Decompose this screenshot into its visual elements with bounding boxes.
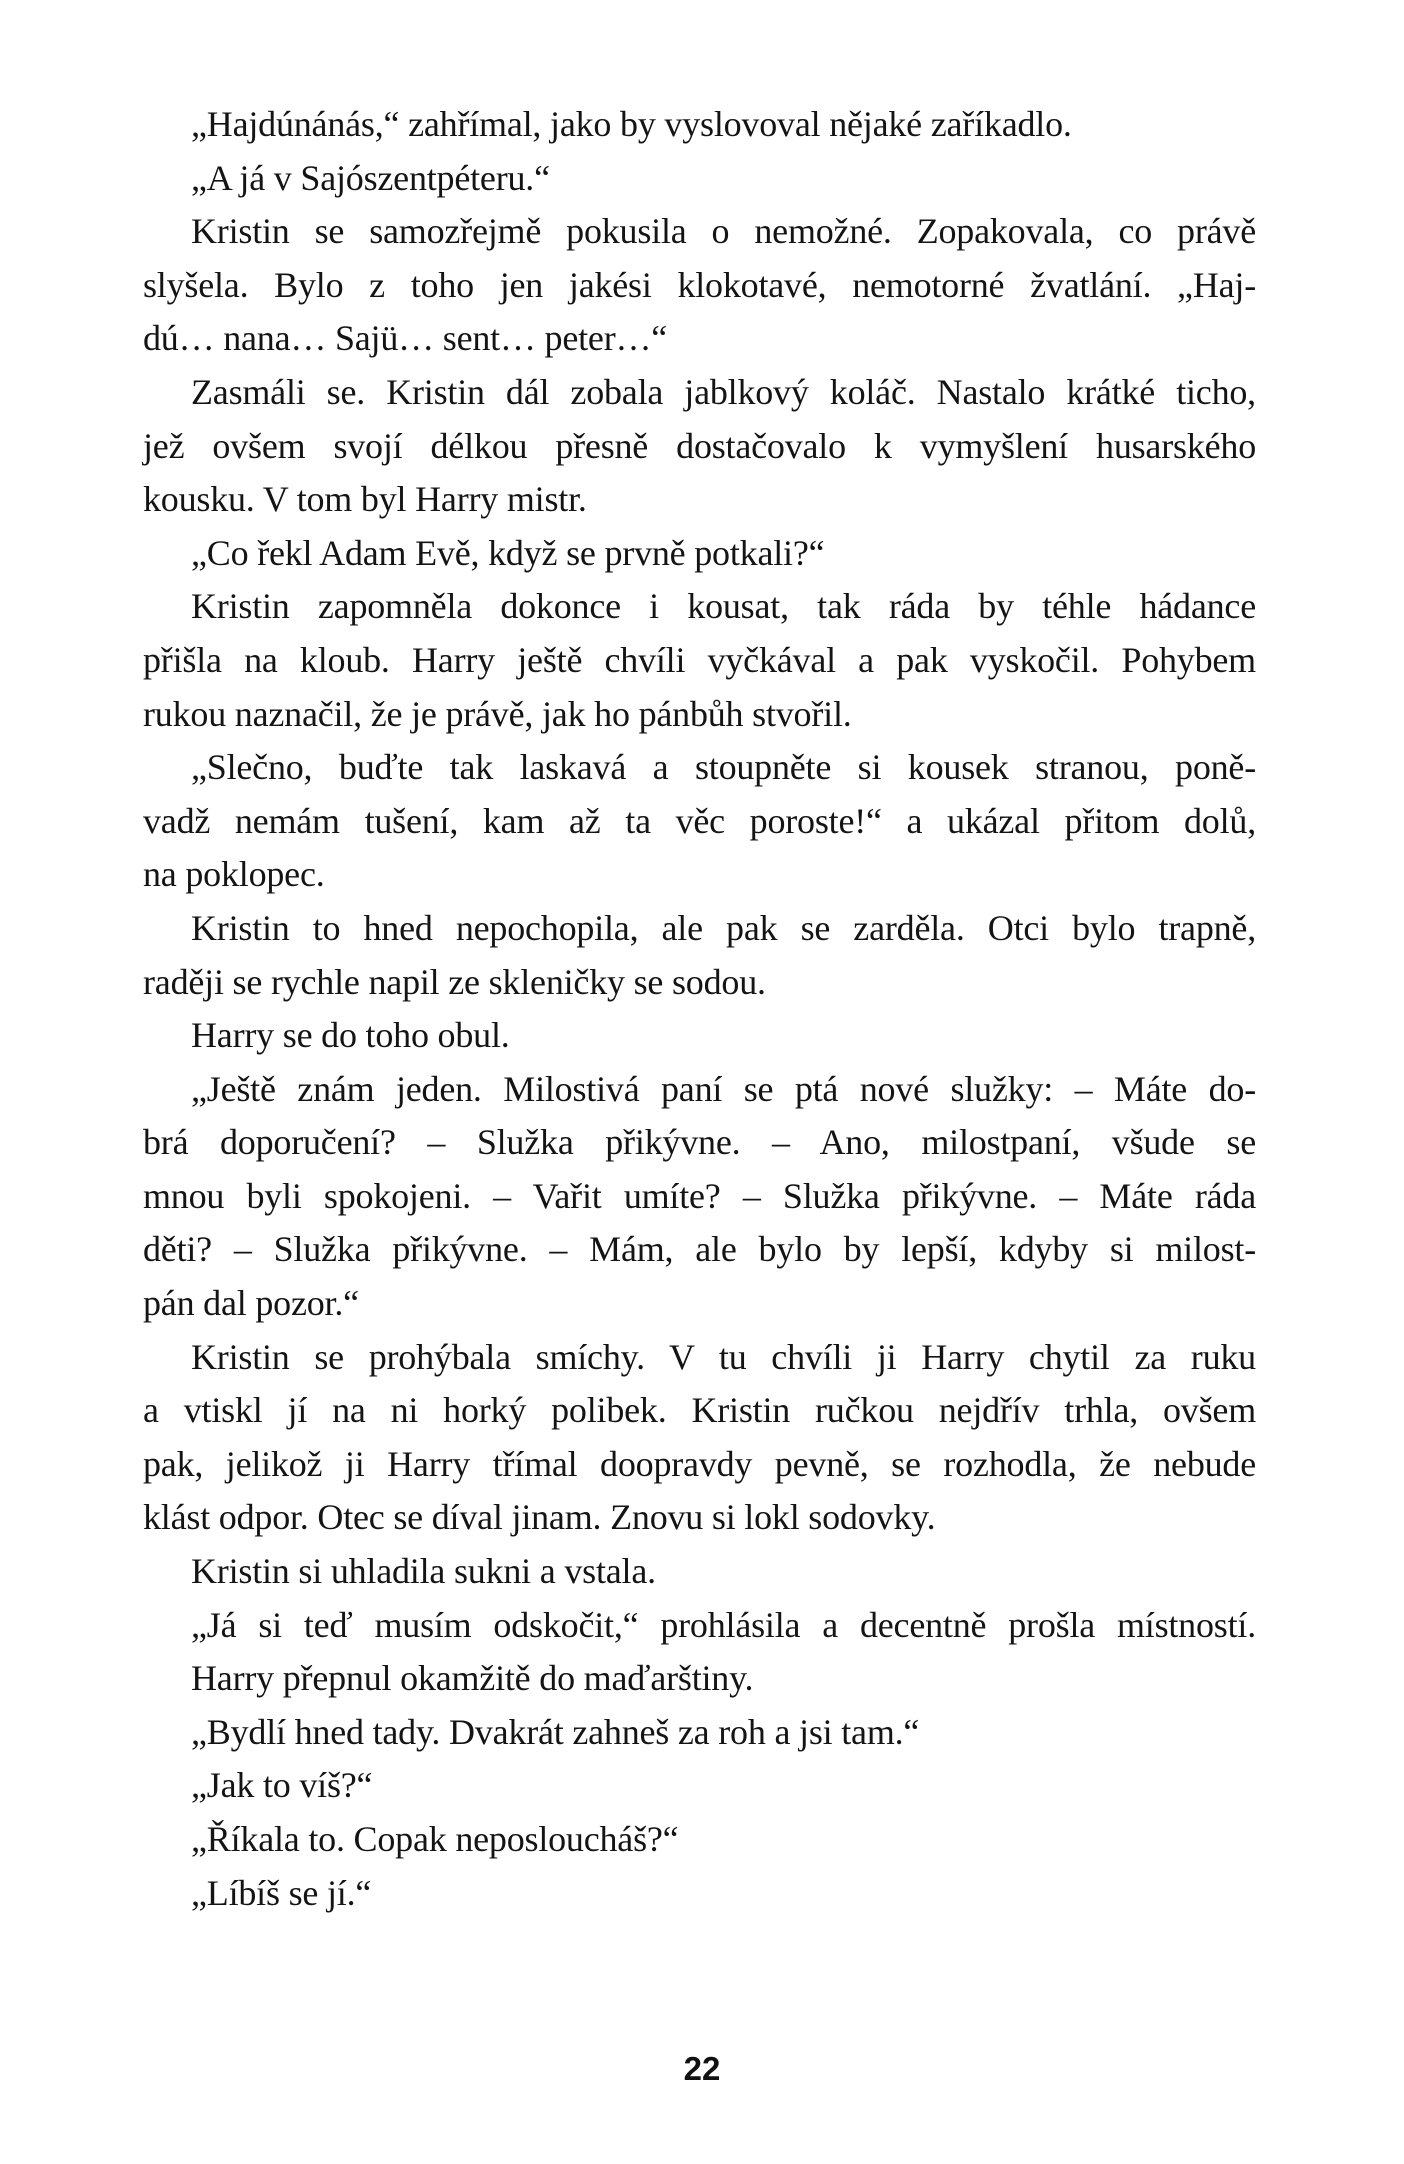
text-block <box>143 98 1256 1920</box>
text-line: raději se rychle napil ze skleničky se sodou. <box>143 961 766 1002</box>
text-line: vadž nemám tušení, kam až ta věc poroste!“ a ukázal přitom dolů, <box>143 800 1256 841</box>
text-line: Kristin se samozřejmě pokusila o nemožné. Zopakovala, co právě <box>191 211 1256 252</box>
text-line: brá doporučení? – Služka přikývne. – Ano, milostpaní, všude se <box>143 1122 1256 1163</box>
text-line: „A já v Sajószentpéteru.“ <box>191 157 550 198</box>
text-line: dú… nana… Sajü… sent… peter…“ <box>143 318 668 359</box>
text-line: a vtiskl jí na ni horký polibek. Kristin ručkou nejdřív trhla, ovšem <box>143 1390 1256 1431</box>
text-line: „Jak to víš?“ <box>191 1765 373 1806</box>
text-line: „Říkala to. Copak neposloucháš?“ <box>191 1819 679 1859</box>
text-line: děti? – Služka přikývne. – Mám, ale bylo by lepší, kdyby si milost- <box>143 1229 1256 1270</box>
text-line: „Slečno, buďte tak laskavá a stoupněte si kousek stranou, poně- <box>191 747 1256 788</box>
text-line: Harry přepnul okamžitě do maďarštiny. <box>191 1658 754 1699</box>
text-line: pán dal pozor.“ <box>143 1283 359 1324</box>
text-line: mnou byli spokojeni. – Vařit umíte? – Služka přikývne. – Máte ráda <box>143 1175 1256 1216</box>
text-line: klást odpor. Otec se díval jinam. Znovu si lokl sodovky. <box>143 1497 936 1538</box>
text-line: Kristin zapomněla dokonce i kousat, tak ráda by téhle hádance <box>191 586 1256 627</box>
text-line: Zasmáli se. Kristin dál zobala jablkový koláč. Nastalo krátké ticho, <box>191 371 1256 412</box>
text-line: slyšela. Bylo z toho jen jakési klokotavé, nemotorné žvatlání. „Haj- <box>143 264 1256 305</box>
text-line: přišla na kloub. Harry ještě chvíli vyčkával a pak vyskočil. Pohybem <box>143 639 1256 680</box>
text-line: Kristin to hned nepochopila, ale pak se zarděla. Otci bylo trapně, <box>191 907 1256 948</box>
text-line: „Líbíš se jí.“ <box>191 1872 372 1913</box>
text-line: kousku. V tom byl Harry mistr. <box>143 479 587 520</box>
text-line: „Co řekl Adam Evě, když se prvně potkali?“ <box>191 532 825 573</box>
text-line: „Ještě znám jeden. Milostivá paní se ptá nové služky: – Máte do- <box>191 1068 1256 1109</box>
text-line: Kristin se prohýbala smíchy. V tu chvíli ji Harry chytil za ruku <box>191 1336 1256 1377</box>
text-line: „Já si teď musím odskočit,“ prohlásila a decentně prošla místností. <box>191 1604 1256 1645</box>
text-line: „Bydlí hned tady. Dvakrát zahneš za roh a jsi tam.“ <box>191 1711 920 1752</box>
page-number: 22 <box>683 2050 721 2087</box>
text-line: jež ovšem svojí délkou přesně dostačovalo k vymyšlení husarského <box>143 425 1256 466</box>
text-line: rukou naznačil, že je právě, jak ho pánbůh stvořil. <box>143 693 852 734</box>
text-line: na poklopec. <box>143 854 325 895</box>
text-line: pak, jelikož ji Harry třímal doopravdy pevně, se rozhodla, že nebude <box>143 1443 1256 1484</box>
text-line: „Hajdúnánás,“ zahřímal, jako by vyslovoval nějaké zaříkadlo. <box>191 104 1072 144</box>
text-line: Kristin si uhladila sukni a vstala. <box>191 1551 656 1592</box>
text-line: Harry se do toho obul. <box>191 1015 510 1056</box>
